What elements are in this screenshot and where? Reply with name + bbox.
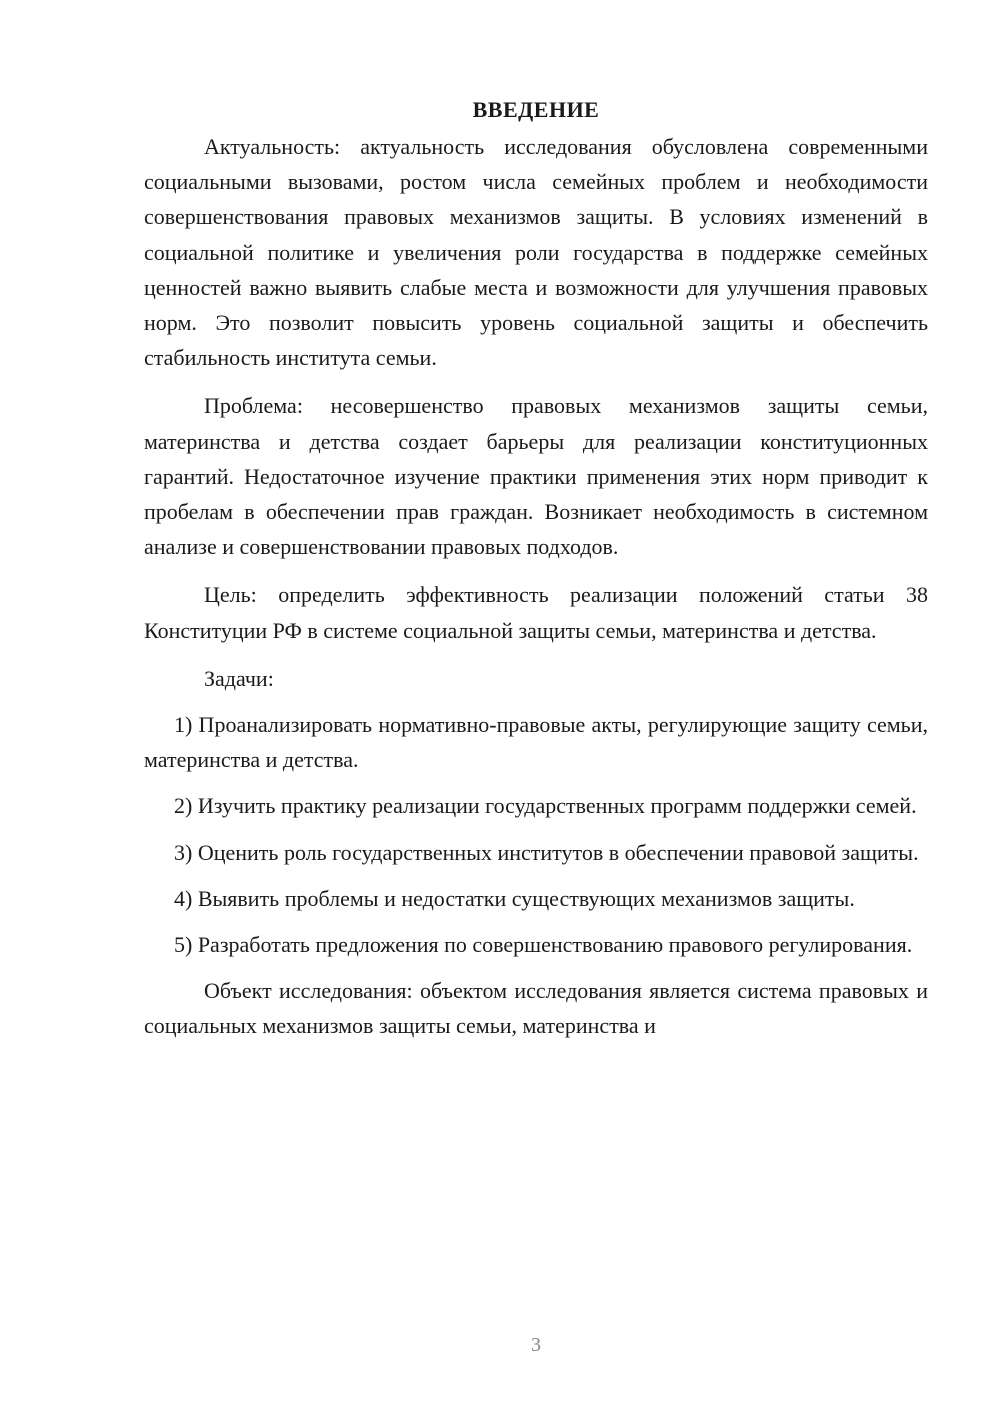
document-page	[144, 95, 928, 1044]
task-item-3: 3) Оценить роль государственных институтов в обеспечении правовой защиты.	[174, 839, 919, 865]
paragraph-goal: Цель: определить эффективность реализации положений статьи 38 Конституции РФ в системе социальной защиты семьи, материнства и детства.	[144, 582, 928, 643]
tasks-label: Задачи:	[204, 665, 274, 691]
paragraph-relevance: Актуальность: актуальность исследования обусловлена современными социальными вызовами, ростом числа семейных проблем и необходимости совершенствования правовых механизмов защиты. В условиях изменений в социальной политике и увеличения роли государства в поддержке семейных ценностей важно выявить слабые места и возможности для улучшения правовых норм. Это позволит повысить уровень социальной защиты и обеспечить стабильность института семьи.	[144, 134, 928, 371]
page-number: 3	[531, 1334, 541, 1356]
task-item-2: 2) Изучить практику реализации государственных программ поддержки семей.	[174, 793, 917, 819]
task-item-4: 4) Выявить проблемы и недостатки существующих механизмов защиты.	[174, 885, 855, 911]
task-item-5: 5) Разработать предложения по совершенствованию правового регулирования.	[174, 932, 913, 958]
task-item-1: 1) Проанализировать нормативно-правовые акты, регулирующие защиту семьи, материнства и детства.	[144, 712, 928, 773]
paragraph-object: Объект исследования: объектом исследования является система правовых и социальных механизмов защиты семьи, материнства и	[144, 978, 928, 1039]
paragraph-problem: Проблема: несовершенство правовых механизмов защиты семьи, материнства и детства создает барьеры для реализации конституционных гарантий. Недостаточное изучение практики применения этих норм приводит к пробелам в обеспечении прав граждан. Возникает необходимость в системном анализе и совершенствовании правовых подходов.	[144, 393, 928, 560]
section-heading: ВВЕДЕНИЕ	[472, 97, 600, 122]
